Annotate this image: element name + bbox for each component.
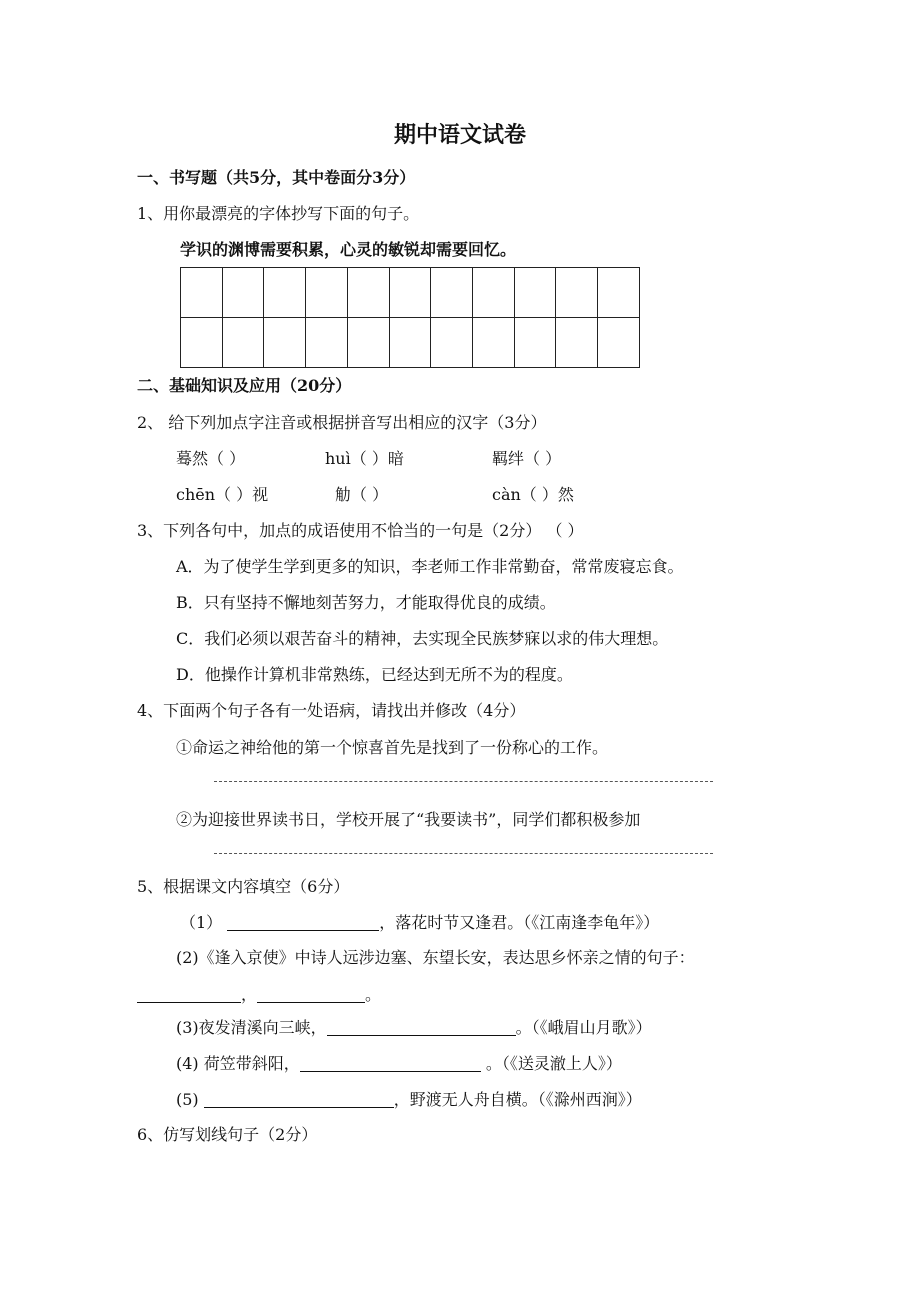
q5-item-2-end: 。 — [365, 985, 382, 1004]
question-6-stem: 6、仿写划线句子（2分） — [137, 1125, 318, 1144]
q5-blank-3[interactable] — [327, 1019, 516, 1036]
writing-cell[interactable] — [556, 318, 598, 368]
writing-cell[interactable] — [556, 268, 598, 318]
q4-sentence-2: ②为迎接世界读书日，学校开展了“我要读书”，同学们都积极参加 — [176, 810, 641, 829]
writing-cell[interactable] — [514, 268, 556, 318]
page-title: 期中语文试卷 — [393, 122, 526, 148]
q5-blank-2a[interactable] — [137, 986, 241, 1003]
writing-cell[interactable] — [222, 318, 264, 368]
q5-item-4-source: 。（《送灵澈上人》） — [480, 1054, 622, 1073]
q4-answer-line-2[interactable] — [214, 853, 713, 854]
writing-cell[interactable] — [306, 318, 348, 368]
question-1: 1、用你最漂亮的字体抄写下面的句子。 — [137, 204, 420, 223]
q5-item-2-blanks — [137, 986, 381, 1003]
writing-cell[interactable] — [264, 268, 306, 318]
q2-item-6: càn（ ）然 — [492, 485, 574, 504]
q3-option-a: A．为了使学生学到更多的知识，李老师工作非常勤奋，常常废寝忘食。 — [176, 557, 684, 576]
q2-item-2: huì（ ）暗 — [325, 449, 404, 468]
q2-item-1: 蓦然（ ） — [176, 449, 246, 468]
question-4-stem: 4、下面两个句子各有一处语病，请找出并修改（4分） — [137, 701, 526, 720]
q5-item-3 — [176, 1019, 652, 1036]
question-2-stem: 2、 给下列加点字注音或根据拼音写出相应的汉字（3分） — [137, 413, 547, 432]
q5-item-2-separator: ， — [241, 985, 258, 1004]
q4-answer-line-1[interactable] — [214, 781, 713, 782]
section-2-heading: 二、基础知识及应用（20分） — [137, 376, 352, 395]
writing-cell[interactable] — [389, 318, 431, 368]
writing-cell[interactable] — [389, 268, 431, 318]
q5-item-3-text: (3)夜发清溪向三峡， — [176, 1018, 327, 1037]
q3-option-c: C．我们必须以艰苦奋斗的精神，去实现全民族梦寐以求的伟大理想。 — [176, 629, 669, 648]
writing-cell[interactable] — [181, 318, 223, 368]
q5-item-4-text: (4) 荷笠带斜阳， — [176, 1054, 300, 1073]
writing-cell[interactable] — [431, 268, 473, 318]
q5-item-5-text: ，野渡无人舟自横。（《滁州西涧》） — [393, 1090, 642, 1109]
q5-item-4 — [176, 1055, 622, 1072]
writing-grid-row — [181, 268, 640, 318]
q5-blank-1[interactable] — [227, 914, 379, 931]
writing-cell[interactable] — [181, 268, 223, 318]
writing-cell[interactable] — [473, 318, 515, 368]
q5-item-1 — [180, 914, 659, 931]
writing-cell[interactable] — [598, 318, 640, 368]
q5-item-5 — [176, 1091, 642, 1108]
writing-cell[interactable] — [431, 318, 473, 368]
q5-item-1-text: ，落花时节又逢君。（《江南逢李龟年》） — [379, 913, 660, 932]
writing-grid[interactable] — [180, 267, 640, 368]
writing-cell[interactable] — [347, 268, 389, 318]
q5-blank-5[interactable] — [204, 1091, 394, 1108]
writing-cell[interactable] — [306, 268, 348, 318]
writing-cell[interactable] — [473, 268, 515, 318]
writing-grid-row — [181, 318, 640, 368]
writing-cell[interactable] — [222, 268, 264, 318]
writing-cell[interactable] — [598, 268, 640, 318]
section-1-heading: 一、书写题（共5分，其中卷面分3分） — [137, 168, 416, 187]
q5-item-5-number: (5) — [176, 1090, 199, 1109]
writing-cell[interactable] — [264, 318, 306, 368]
q2-item-3: 羁绊（ ） — [492, 449, 562, 468]
q5-item-2-line: (2)《逢入京使》中诗人远涉边塞、东望长安，表达思乡怀亲之情的句子： — [176, 948, 695, 967]
q5-blank-4[interactable] — [300, 1055, 481, 1072]
q5-item-3-source: 。（《峨眉山月歌》） — [515, 1018, 652, 1037]
writing-cell[interactable] — [514, 318, 556, 368]
writing-cell[interactable] — [347, 318, 389, 368]
q2-item-4: chēn（ ）视 — [176, 485, 269, 504]
copy-sentence: 学识的渊博需要积累，心灵的敏锐却需要回忆。 — [180, 240, 517, 259]
q3-option-d: D．他操作计算机非常熟练，已经达到无所不为的程度。 — [176, 665, 573, 684]
q4-sentence-1: ①命运之神给他的第一个惊喜首先是找到了一份称心的工作。 — [176, 738, 609, 757]
q3-option-b: B．只有坚持不懈地刻苦努力，才能取得优良的成绩。 — [176, 593, 556, 612]
question-3-stem: 3、下列各句中，加点的成语使用不恰当的一句是（2分） （ ） — [137, 521, 584, 540]
question-5-stem: 5、根据课文内容填空（6分） — [137, 877, 350, 896]
q5-blank-2b[interactable] — [257, 986, 365, 1003]
q2-item-5: 觔（ ） — [335, 485, 389, 504]
q5-item-1-number: （1） — [180, 913, 223, 932]
